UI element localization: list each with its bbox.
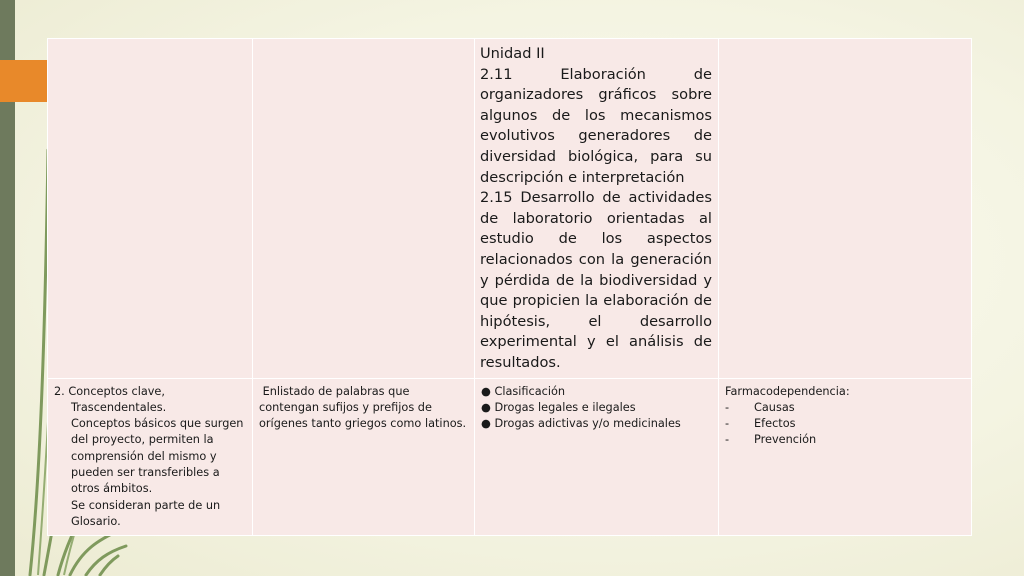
list-item-label: Efectos xyxy=(754,417,796,431)
list-item-label: Causas xyxy=(754,400,795,414)
classification-cell xyxy=(475,378,719,536)
table-row xyxy=(48,39,972,379)
table-row xyxy=(48,378,972,536)
list-item xyxy=(725,432,965,448)
unit-item: 2.11 Elaboración de organizadores gráficos sobre algunos de los mecanismos evolutivos generadores de diversidad biológica, para su descripción e interpretación xyxy=(480,65,712,186)
unit-item: 2.15 Desarrollo de actividades de laboratorio orientadas al estudio de los aspectos relacionados con la generación y pérdida de la biodiversidad y que propicien la elaboración de hipótesis, el desarrollo experimental y el análisis de resultados. xyxy=(480,189,712,371)
table-cell-empty xyxy=(48,39,253,379)
list-item xyxy=(725,416,965,432)
list-item: ● Clasificación xyxy=(481,384,566,398)
list-item: ● Drogas legales e ilegales xyxy=(481,400,636,414)
drug-dependence-cell xyxy=(719,378,972,536)
key-concepts-title: 2. Conceptos clave, xyxy=(54,384,165,398)
unit-heading: Unidad II xyxy=(480,45,545,62)
key-concepts-line: Conceptos básicos que surgen del proyecto, permiten la comprensión del mismo y pueden ser transferibles a otros ámbitos. xyxy=(71,417,244,496)
unit-content-cell xyxy=(475,39,719,379)
word-list-cell xyxy=(253,378,475,536)
dash-marker: - xyxy=(725,400,730,414)
key-concepts-line: Se consideran parte de un Glosario. xyxy=(71,498,221,528)
dash-marker: - xyxy=(725,417,730,431)
table-cell-empty xyxy=(253,39,475,379)
drug-dependence-title: Farmacodependencia: xyxy=(725,384,850,398)
key-concepts-cell xyxy=(48,378,253,536)
table-cell-empty xyxy=(719,39,972,379)
word-list-text: Enlistado de palabras que contengan sufijos y prefijos de orígenes tanto griegos como latinos. xyxy=(259,384,467,431)
list-item xyxy=(725,400,965,416)
key-concepts-line: Trascendentales. xyxy=(71,400,167,414)
list-item: ● Drogas adictivas y/o medicinales xyxy=(481,417,681,431)
dash-marker: - xyxy=(725,433,730,447)
content-table xyxy=(47,38,972,536)
list-item-label: Prevención xyxy=(754,433,817,447)
